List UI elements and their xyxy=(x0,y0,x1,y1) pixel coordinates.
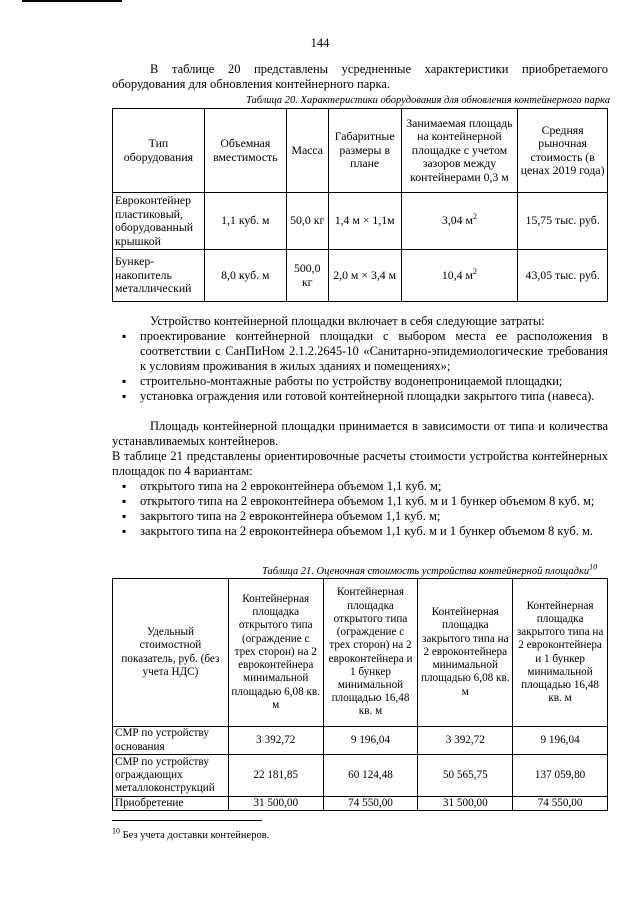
list-item: ▪ строительно-монтажные работы по устройству водонепроницаемой площадки; xyxy=(112,374,608,389)
footnote-mark: 10 xyxy=(112,826,120,836)
table21-intro: В таблице 21 представлены ориентировочные расчеты стоимости устройства контейнерных площадок по 4 вариантам: xyxy=(112,449,608,478)
footnote-text: Без учета доставки контейнеров. xyxy=(120,830,270,841)
table-cell: 43,05 тыс. руб. xyxy=(518,250,608,302)
table-cell: Евроконтейнер пластиковый, оборудованный крышкой xyxy=(113,193,205,250)
table-cell: Бункер-накопитель металлический xyxy=(113,250,205,302)
table-cell: 50 565,75 xyxy=(418,755,513,797)
area-unit-superscript: 2 xyxy=(472,266,477,276)
list-item: ▪ закрытого типа на 2 евроконтейнера объемом 1,1 куб. м и 1 бункер объемом 8 куб. м. xyxy=(112,524,608,539)
table-row xyxy=(113,250,608,302)
table-cell: 3 392,72 xyxy=(228,727,323,755)
table-cell: 74 550,00 xyxy=(323,797,418,811)
table-cell: 60 124,48 xyxy=(323,755,418,797)
header-cell: Масса xyxy=(286,109,328,193)
list-item: ▪ установка ограждения или готовой контейнерной площадки закрытого типа (навеса). xyxy=(112,389,608,404)
table-cell: 31 500,00 xyxy=(228,797,323,811)
footnote-ref: 10 xyxy=(589,562,598,572)
header-cell: Занимаемая площадь на контейнерной площадке с учетом зазоров между контейнерами 0,3 м xyxy=(401,109,518,193)
table21-caption xyxy=(262,562,598,578)
list-item: ▪ открытого типа на 2 евроконтейнера объемом 1,1 куб. м и 1 бункер объемом 8 куб. м; xyxy=(112,494,608,509)
footnote xyxy=(112,826,270,841)
costs-intro: Устройство контейнерной площадки включает в себя следующие затраты: xyxy=(150,314,545,328)
table-cell: 8,0 куб. м xyxy=(204,250,286,302)
table-cell: Приобретение xyxy=(113,797,229,811)
area-unit-superscript: 2 xyxy=(472,212,477,222)
caption-text: Таблица 21. Оценочная стоимость устройства контейнерной площадки xyxy=(262,566,590,577)
table-cell: 3 392,72 xyxy=(418,727,513,755)
table-cell: 137 059,80 xyxy=(513,755,608,797)
table-row xyxy=(113,755,608,797)
table-cell: 1,1 куб. м xyxy=(204,193,286,250)
header-cell: Удельный стоимостной показатель, руб. (без учета НДС) xyxy=(113,579,229,727)
table-cell: 50,0 кг xyxy=(286,193,328,250)
table-header-row xyxy=(113,579,608,727)
header-cell: Средняя рыночная стоимость (в ценах 2019 года) xyxy=(518,109,608,193)
list-item: ▪ закрытого типа на 2 евроконтейнера объемом 1,1 куб. м; xyxy=(112,509,608,524)
table-21 xyxy=(112,578,608,811)
table-cell: СМР по устройству ограждающих металлоконструкций xyxy=(113,755,229,797)
table-cell: 1,4 м × 1,1м xyxy=(328,193,401,250)
header-cell: Тип оборудования xyxy=(113,109,205,193)
table-cell: 74 550,00 xyxy=(513,797,608,811)
table-row xyxy=(113,797,608,811)
table-cell: 15,75 тыс. руб. xyxy=(518,193,608,250)
variants-list xyxy=(112,479,608,539)
table-header-row xyxy=(113,109,608,193)
table-cell: 22 181,85 xyxy=(228,755,323,797)
area-value: 3,04 м xyxy=(441,213,473,228)
table-cell: 500,0 кг xyxy=(286,250,328,302)
list-item: ▪ открытого типа на 2 евроконтейнера объемом 1,1 куб. м; xyxy=(112,479,608,494)
table20-caption: Таблица 20. Характеристики оборудования для обновления контейнерного парка xyxy=(246,95,610,106)
header-cell: Контейнерная площадка открытого типа (ограждение с трех сторон) на 2 евроконтейнера минимальной площадью 6,08 кв. м xyxy=(228,579,323,727)
table-row xyxy=(113,193,608,250)
table-row xyxy=(113,727,608,755)
table-cell: СМР по устройству основания xyxy=(113,727,229,755)
header-cell: Контейнерная площадка закрытого типа на 2 евроконтейнера минимальной площадью 6,08 кв. м xyxy=(418,579,513,727)
area-paragraph: Площадь контейнерной площадки принимается в зависимости от типа и количества устанавливаемых контейнеров. xyxy=(112,419,608,448)
table-20 xyxy=(112,108,608,302)
table-cell: 9 196,04 xyxy=(323,727,418,755)
header-cell: Объемная вместимость xyxy=(204,109,286,193)
page-number: 144 xyxy=(310,36,330,50)
table-cell xyxy=(401,250,518,302)
area-value: 10,4 м xyxy=(441,267,473,282)
header-cell: Контейнерная площадка открытого типа (ограждение с трех сторон) на 2 евроконтейнера и 1 бункер минимальной площадью 16,48 кв. м xyxy=(323,579,418,727)
table-cell: 31 500,00 xyxy=(418,797,513,811)
footnote-divider xyxy=(112,820,262,821)
top-edge-line xyxy=(22,0,122,2)
table-cell: 9 196,04 xyxy=(513,727,608,755)
header-cell: Контейнерная площадка закрытого типа на 2 евроконтейнера и 1 бункер минимальной площадью 16,48 кв. м xyxy=(513,579,608,727)
list-item: ▪ проектирование контейнерной площадки с выбором места ее расположения в соответствии с СанПиНом 2.1.2.2645-10 «Санитарно-эпидемиологические требования к условиям проживания в жилых зданиях и помещениях»; xyxy=(112,329,608,374)
table-cell: 2,0 м × 3,4 м xyxy=(328,250,401,302)
intro-paragraph: В таблице 20 представлены усредненные характеристики приобретаемого оборудования для обновления контейнерного парка. xyxy=(112,62,608,91)
table-cell xyxy=(401,193,518,250)
costs-list xyxy=(112,329,608,404)
header-cell: Габаритные размеры в плане xyxy=(328,109,401,193)
